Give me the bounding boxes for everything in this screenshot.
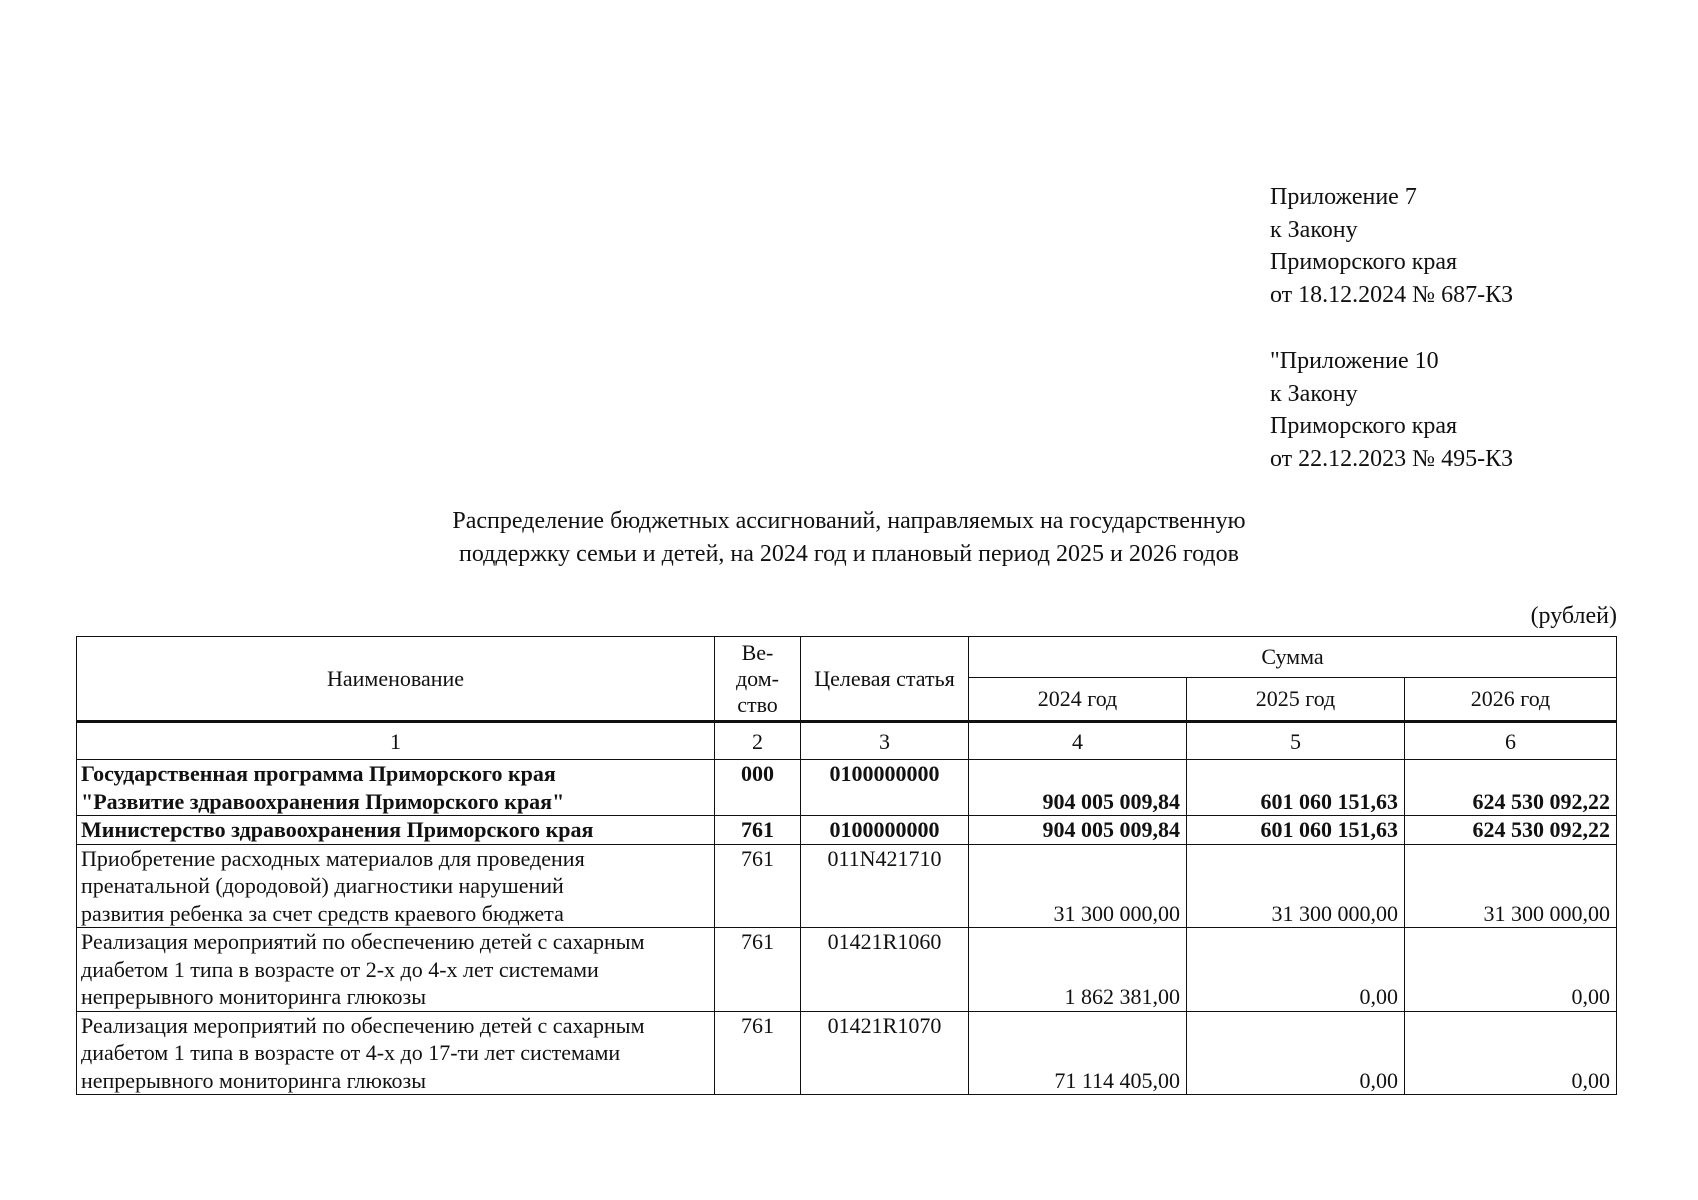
header-row: [77, 637, 1617, 678]
row-name-line: Реализация мероприятий по обеспечению детей с сахарным: [81, 1012, 645, 1038]
table-row: [77, 928, 1617, 1012]
header-sum: Сумма: [969, 637, 1617, 678]
header-year-2026: 2026 год: [1405, 678, 1617, 722]
row-sum-2026: 31 300 000,00: [1405, 844, 1617, 928]
row-sum-2025: 601 060 151,63: [1187, 760, 1405, 816]
annex-line: к Закону: [1270, 216, 1358, 243]
annex-reference-block: [1270, 181, 1513, 311]
annex-line: Приморского края: [1270, 249, 1458, 275]
row-name-line: Реализация мероприятий по обеспечению детей с сахарным: [81, 929, 645, 954]
title-line: Распределение бюджетных ассигнований, направляемых на государственную: [452, 508, 1246, 534]
annex-line: "Приложение 10: [1270, 348, 1439, 374]
row-sum-2025: 0,00: [1187, 1011, 1405, 1095]
table-row: [77, 816, 1617, 845]
row-sum-2024: 1 862 381,00: [969, 928, 1187, 1012]
row-sum-2025: 601 060 151,63: [1187, 816, 1405, 845]
table-row: [77, 760, 1617, 816]
row-sum-2024: 71 114 405,00: [969, 1011, 1187, 1095]
document-title: [0, 505, 1698, 570]
row-sum-2025: 0,00: [1187, 928, 1405, 1012]
column-number: 1: [77, 722, 715, 760]
row-name-line: Министерство здравоохранения Приморского края: [81, 817, 594, 842]
header-department: [715, 637, 801, 722]
row-sum-2024: 31 300 000,00: [969, 844, 1187, 928]
header-year-2025: 2025 год: [1187, 678, 1405, 722]
row-name-line: Приобретение расходных материалов для проведения: [81, 845, 585, 871]
annex-line: Приложение 7: [1270, 184, 1417, 210]
row-target-article: 01421R1060: [801, 928, 969, 1012]
column-number: 4: [969, 722, 1187, 760]
row-sum-2026: 624 530 092,22: [1405, 816, 1617, 845]
row-name-line: непрерывного мониторинга глюкозы: [81, 984, 426, 1009]
title-line: поддержку семьи и детей, на 2024 год и плановый период 2025 и 2026 годов: [459, 540, 1239, 567]
table-row: [77, 844, 1617, 928]
row-target-article: 0100000000: [801, 760, 969, 816]
annex-line: Приморского края: [1270, 413, 1458, 439]
units-label: (рублей): [1530, 603, 1617, 629]
row-name-line: диабетом 1 типа в возрасте от 2-х до 4-х лет системами: [81, 956, 599, 982]
header-department-line: ство: [737, 691, 778, 717]
row-sum-2024: 904 005 009,84: [969, 760, 1187, 816]
header-target-article: Целевая статья: [801, 637, 969, 722]
header-department-line: Ве-: [741, 639, 774, 665]
row-name-line: диабетом 1 типа в возрасте от 4-х до 17-ти лет системами: [81, 1040, 621, 1065]
row-sum-2026: 624 530 092,22: [1405, 760, 1617, 816]
row-name-line: Государственная программа Приморского края: [81, 761, 556, 786]
row-name: [77, 760, 715, 816]
column-number: 2: [715, 722, 801, 760]
row-department: 761: [715, 1011, 801, 1095]
table-row: [77, 1011, 1617, 1095]
row-name-line: непрерывного мониторинга глюкозы: [81, 1067, 426, 1093]
column-number: 5: [1187, 722, 1405, 760]
row-name: [77, 1011, 715, 1095]
column-numbers-row: [77, 722, 1617, 760]
row-target-article: 01421R1070: [801, 1011, 969, 1095]
header-name: Наименование: [77, 637, 715, 722]
row-name-line: развития ребенка за счет средств краевого бюджета: [81, 900, 564, 926]
row-department: 000: [715, 760, 801, 816]
row-sum-2024: 904 005 009,84: [969, 816, 1187, 845]
row-name: [77, 816, 715, 845]
row-sum-2025: 31 300 000,00: [1187, 844, 1405, 928]
row-department: 761: [715, 844, 801, 928]
row-name-line: "Развитие здравоохранения Приморского края": [81, 788, 565, 814]
row-name-line: пренатальной (дородовой) диагностики нарушений: [81, 873, 564, 898]
row-name: [77, 844, 715, 928]
row-target-article: 0100000000: [801, 816, 969, 845]
row-target-article: 011N421710: [801, 844, 969, 928]
row-sum-2026: 0,00: [1405, 928, 1617, 1012]
row-name: [77, 928, 715, 1012]
column-number: 6: [1405, 722, 1617, 760]
budget-table: [76, 636, 1617, 1095]
annex-line: от 18.12.2024 № 687-КЗ: [1270, 281, 1514, 308]
row-sum-2026: 0,00: [1405, 1011, 1617, 1095]
column-number: 3: [801, 722, 969, 760]
annex-line: к Закону: [1270, 380, 1358, 407]
header-department-line: дом-: [735, 665, 780, 691]
amended-annex-reference-block: [1270, 345, 1513, 475]
header-year-2024: 2024 год: [969, 678, 1187, 722]
row-department: 761: [715, 816, 801, 845]
annex-line: от 22.12.2023 № 495-КЗ: [1270, 445, 1514, 472]
row-department: 761: [715, 928, 801, 1012]
